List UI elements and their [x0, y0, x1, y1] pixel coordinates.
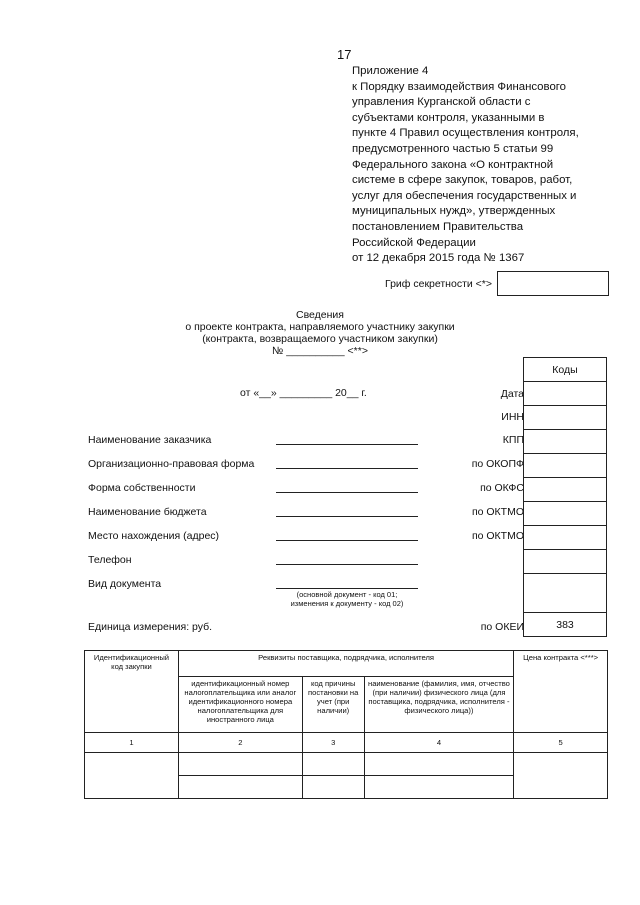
unit-label: Единица измерения: руб. [88, 621, 213, 633]
codes-header: Коды [524, 358, 607, 382]
inn-code-label: ИНН [501, 411, 524, 423]
doc-type-note-line: (основной документ - код 01; [296, 590, 398, 599]
code-cell-okei: 383 [524, 613, 607, 637]
appendix-line: системе в сфере закупок, товаров, работ, [352, 174, 573, 187]
header-supplier-kpp: код причины постановки на учет (при наличии) [302, 677, 364, 733]
budget-field[interactable] [276, 516, 418, 517]
doc-subtitle: о проекте контракта, направляемого участнику закупки [185, 321, 455, 333]
appendix-line: к Порядку взаимодействия Финансового [352, 80, 567, 93]
okfs-code-label: по ОКФС [480, 482, 524, 494]
okopf-code-label: по ОКОПФ [471, 458, 524, 470]
code-cell-doc-type[interactable] [524, 574, 607, 613]
table-cell-kpp[interactable] [302, 776, 364, 799]
appendix-line: субъектами контроля, указанными в [352, 111, 545, 124]
doc-type-note [276, 590, 418, 608]
doc-type-field[interactable] [276, 588, 418, 589]
column-number: 3 [302, 733, 364, 753]
appendix-header [352, 64, 622, 267]
doc-type-label: Вид документа [88, 578, 162, 590]
oktmo-code-label: по ОКТМО [471, 506, 524, 518]
table-cell-procurement-id[interactable] [85, 753, 179, 799]
code-cell-oktmo[interactable] [524, 502, 607, 526]
customer-field[interactable] [276, 444, 418, 445]
appendix-line: управления Курганской области с [352, 96, 531, 109]
header-procurement-id: Идентификационный код закупки [85, 651, 179, 733]
okei-code-label: по ОКЕИ [480, 621, 524, 633]
secrecy-box[interactable] [497, 271, 609, 296]
table-cell-inn[interactable] [178, 776, 302, 799]
table-cell-price[interactable] [514, 753, 608, 799]
table-cell-name[interactable] [364, 753, 514, 776]
doc-number: № __________ <**> [272, 345, 368, 357]
appendix-line: Приложение 4 [352, 65, 429, 77]
appendix-line: услуг для обеспечения государственных и [352, 189, 577, 202]
column-number: 1 [85, 733, 179, 753]
code-cell-inn[interactable] [524, 406, 607, 430]
appendix-line: муниципальных нужд», утвержденных [352, 205, 556, 218]
customer-label: Наименование заказчика [88, 434, 212, 446]
ownership-label: Форма собственности [88, 482, 196, 494]
page-number: 17 [337, 47, 352, 62]
column-number: 5 [514, 733, 608, 753]
header-supplier-name: наименование (фамилия, имя, отчество (при наличии) физического лица (для поставщика, подрядчика, исполнителя - физического лица)) [364, 677, 514, 733]
column-number: 4 [364, 733, 514, 753]
oktmo-code-label-2: по ОКТМО [471, 530, 524, 542]
appendix-line: от 12 декабря 2015 года № 1367 [352, 252, 525, 265]
address-field[interactable] [276, 540, 418, 541]
legal-form-field[interactable] [276, 468, 418, 469]
table-cell-inn[interactable] [178, 753, 302, 776]
appendix-line: предусмотренного частью 5 статьи 99 [352, 142, 554, 155]
codes-table [523, 357, 607, 637]
header-contract-price: Цена контракта <***> [514, 651, 608, 733]
address-label: Место нахождения (адрес) [88, 530, 220, 542]
code-cell-phone[interactable] [524, 550, 607, 574]
appendix-line: Федерального закона «О контрактной [352, 158, 554, 171]
secrecy-label: Гриф секретности <*> [385, 278, 493, 290]
code-cell-okopf[interactable] [524, 454, 607, 478]
doc-type-note-line: изменения к документу - код 02) [290, 599, 404, 608]
doc-title: Сведения [296, 309, 344, 321]
ownership-field[interactable] [276, 492, 418, 493]
header-supplier-details: Реквизиты поставщика, подрядчика, исполнителя [178, 651, 513, 677]
table-cell-kpp[interactable] [302, 753, 364, 776]
budget-label: Наименование бюджета [88, 506, 207, 518]
appendix-line: постановлением Правительства [352, 220, 524, 233]
appendix-line: пункте 4 Правил осуществления контроля, [352, 127, 579, 140]
date-code-label: Дата [500, 388, 524, 400]
code-cell-okfs[interactable] [524, 478, 607, 502]
code-cell-kpp[interactable] [524, 430, 607, 454]
table-cell-name[interactable] [364, 776, 514, 799]
document-date: от «__» _________ 20__ г. [240, 387, 367, 399]
kpp-code-label: КПП [502, 434, 524, 446]
header-supplier-inn: идентификационный номер налогоплательщика или аналог идентификационного номера налогоплательщика для иностранного лица [178, 677, 302, 733]
code-cell-oktmo-2[interactable] [524, 526, 607, 550]
code-cell-date[interactable] [524, 382, 607, 406]
phone-label: Телефон [88, 554, 132, 566]
phone-field[interactable] [276, 564, 418, 565]
doc-subtitle-2: (контракта, возвращаемого участником закупки) [202, 333, 438, 345]
contract-table [84, 650, 608, 799]
column-number: 2 [178, 733, 302, 753]
appendix-line: Российской Федерации [352, 236, 476, 249]
legal-form-label: Организационно-правовая форма [88, 458, 255, 470]
